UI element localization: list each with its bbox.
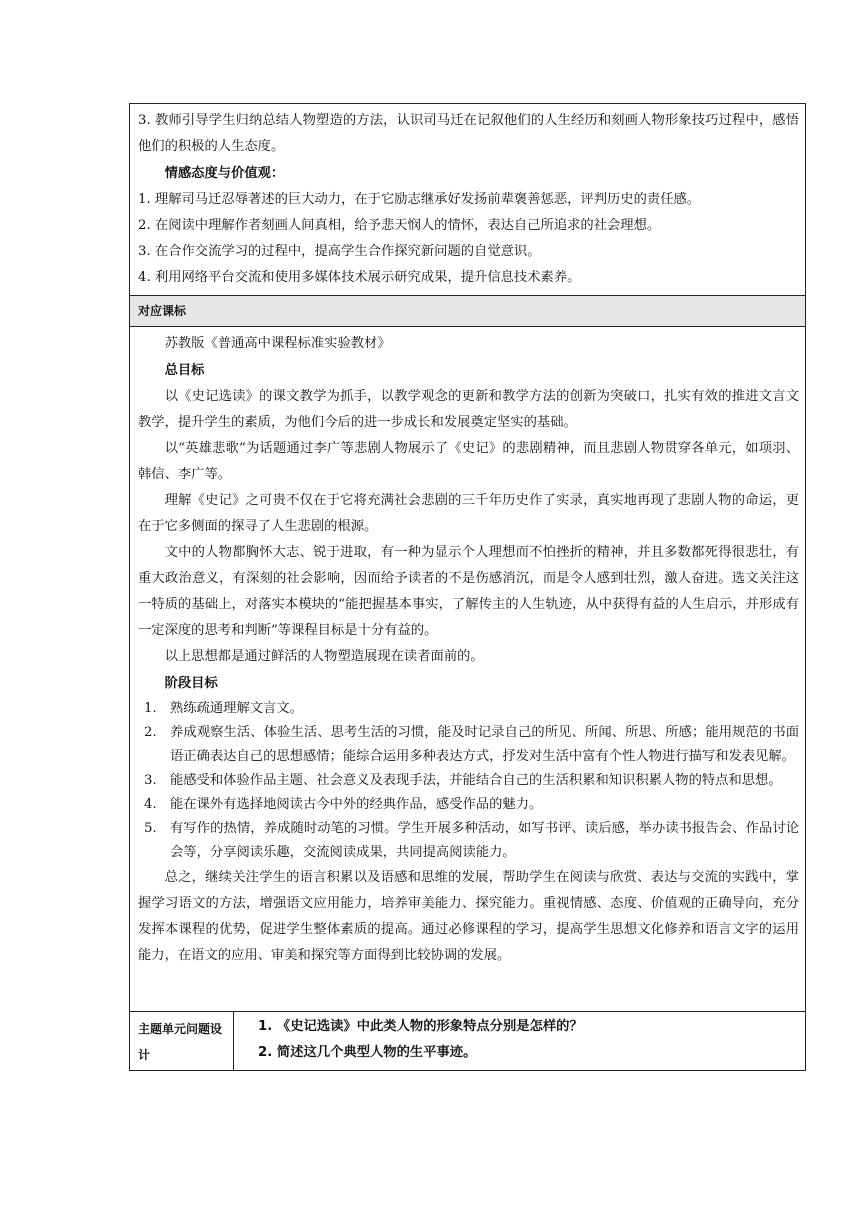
- stage-goal-list: [138, 697, 799, 865]
- lesson-plan-table: [129, 103, 806, 1071]
- question-item: 1. 《史记选读》中此类人物的形象特点分别是怎样的？: [258, 1019, 583, 1034]
- unit-questions-row: [130, 1012, 805, 1070]
- unit-questions-cell: [234, 1012, 805, 1070]
- emotion-item: 2. 在阅读中理解作者刻画人间真相，给予悲天悯人的情怀，表达自己所追求的社会理想。: [138, 218, 661, 233]
- unit-questions-label: 主题单元问题设计: [130, 1012, 234, 1070]
- question-item: 2. 简述这几个典型人物的生平事迹。: [258, 1045, 477, 1060]
- emotion-values-heading: 情感态度与价值观：: [164, 166, 285, 181]
- overall-paragraph: 理解《史记》之可贵不仅在于它将充满社会悲剧的三千年历史作了实录，真实地再现了悲剧人物的命运，更在于它多侧面的探寻了人生悲剧的根源。: [138, 493, 799, 534]
- list-item-number: 3.: [144, 773, 157, 788]
- objectives-section: [130, 104, 805, 296]
- emotion-item: 4. 利用网络平台交流和使用多媒体技术展示研究成果，提升信息技术素养。: [138, 270, 581, 285]
- list-item-text: 熟练疏通理解文言文。: [170, 701, 303, 716]
- blank-space: [138, 969, 799, 1007]
- emotion-item: 3. 在合作交流学习的过程中，提高学生合作探究新问题的自觉意识。: [138, 244, 541, 259]
- list-item: [138, 769, 799, 793]
- list-item: [138, 793, 799, 817]
- list-item: [138, 817, 799, 865]
- emotion-item: 1. 理解司马迁忍辱著述的巨大动力，在于它励志继承好发扬前辈褒善惩恶，评判历史的责任感。: [138, 192, 701, 207]
- textbook-name: 苏教版《普通高中课程标准实验教材》: [164, 336, 391, 351]
- curriculum-header: 对应课标: [130, 296, 805, 327]
- list-item: [138, 721, 799, 769]
- summary-paragraph: 总之，继续关注学生的语言积累以及语感和思维的发展，帮助学生在阅读与欣赏、表达与交流的实践中，掌握学习语文的方法，增强语文应用能力，培养审美能力、探究能力。重视情感、态度、价值观的正确导向，充分发挥本课程的优势，促进学生整体素质的提高。通过必修课程的学习，提高学生思想文化修养和语言文字的运用能力，在语文的应用、审美和探究等方面得到比较协调的发展。: [138, 870, 799, 963]
- list-item-text: 能在课外有选择地阅读古今中外的经典作品，感受作品的魅力。: [170, 797, 543, 812]
- method-objective-3: 3. 教师引导学生归纳总结人物塑造的方法，认识司马迁在记叙他们的人生经历和刻画人物形象技巧过程中，感悟他们的积极的人生态度。: [138, 113, 799, 154]
- list-item: [138, 697, 799, 721]
- overall-paragraph: 以《史记选读》的课文教学为抓手，以教学观念的更新和教学方法的创新为突破口，扎实有效的推进文言文教学，提升学生的素质，为他们今后的进一步成长和发展奠定坚实的基础。: [138, 389, 799, 430]
- list-item-text: 有写作的热情，养成随时动笔的习惯。学生开展多种活动，如写书评、读后感，举办读书报告会、作品讨论会等，分享阅读乐趣，交流阅读成果，共同提高阅读能力。: [170, 821, 799, 860]
- stage-goal-heading: 阶段目标: [164, 676, 218, 691]
- overall-paragraph: 以“英雄悲歌”为话题通过李广等悲剧人物展示了《史记》的悲剧精神，而且悲剧人物贯穿各单元，如项羽、韩信、李广等。: [138, 441, 799, 482]
- list-item-number: 4.: [144, 797, 157, 812]
- list-item-text: 养成观察生活、体验生活、思考生活的习惯，能及时记录自己的所见、所闻、所思、所感；能用规范的书面语正确表达自己的思想感情；能综合运用多种表达方式，抒发对生活中富有个性人物进行描写和发表见解。: [170, 725, 799, 764]
- overall-paragraph: 文中的人物都胸怀大志、锐于进取，有一种为显示个人理想而不怕挫折的精神，并且多数都死得很悲壮，有重大政治意义，有深刻的社会影响，因而给予读者的不是伤感消沉，而是令人感到壮烈，激人奋进。选文关注这一特质的基础上，对落实本模块的“能把握基本事实，了解传主的人生轨迹，从中获得有益的人生启示，并形成有一定深度的思考和判断”等课程目标是十分有益的。: [138, 545, 799, 638]
- overall-goal-heading: 总目标: [164, 363, 205, 378]
- list-item-number: 5.: [144, 821, 157, 836]
- list-item-number: 2.: [144, 725, 157, 740]
- list-item-number: 1.: [144, 701, 157, 716]
- overall-paragraph: 以上思想都是通过鲜活的人物塑造展现在读者面前的。: [164, 649, 484, 664]
- list-item-text: 能感受和体验作品主题、社会意义及表现手法，并能结合自己的生活积累和知识积累人物的特点和思想。: [170, 773, 782, 788]
- curriculum-section: [130, 327, 805, 1012]
